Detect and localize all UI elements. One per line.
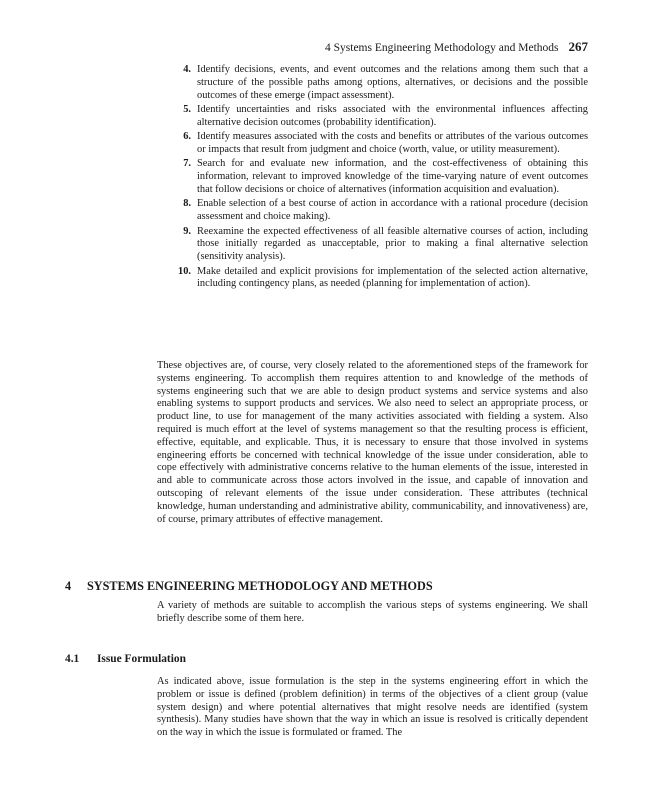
section-title: SYSTEMS ENGINEERING METHODOLOGY AND METHODS <box>87 579 433 593</box>
list-item-text: Identify uncertainties and risks associated with the environmental influences affecting alternative decision outcomes (probability identification). <box>197 103 588 128</box>
list-item <box>177 64 588 102</box>
list-item-number: 5. <box>183 103 191 115</box>
subsection-heading <box>65 653 186 665</box>
issue-formulation-paragraph: As indicated above, issue formulation is the step in the systems engineering effort in which the problem or issue is defined (problem definition) in terms of the objectives of a client group (value system design) and where potential alternatives that might resolve needs are identified (system synthesis). Many studies have shown that the way in which an issue is resolved is critically dependent on the way in which the issue is formulated or framed. The <box>157 676 588 739</box>
list-item-number: 6. <box>183 131 191 143</box>
list-item-text: Make detailed and explicit provisions for implementation of the selected action alternative, including contingency plans, as needed (planning for implementation of action). <box>197 265 588 290</box>
list-item <box>177 266 588 292</box>
objectives-paragraph: These objectives are, of course, very closely related to the aforementioned steps of the framework for systems engineering. To accomplish them requires attention to and knowledge of the methods of systems engineering such that we are able to design product systems and service systems and also enabling systems to support products and services. We also need to select an appropriate process, or product line, to use for management of the many activities associated with fielding a system. Also required is much effort at the level of systems management so that the resulting process is efficient, effective, equitable, and explicable. Thus, it is necessary to ensure that those involved in systems engineering efforts be concerned with technical knowledge of the issue under consideration, able to cope effectively with administrative concerns relative to the human elements of the issue, interested in and able to communicate across those actors involved in the issue, and capable of innovation and outscoping of relevant elements of the issue under consideration. These attributes (technical knowledge, human understanding and administrative ability, communicability, and innovativeness) are, of course, primary attributes of effective management. <box>157 360 588 525</box>
section-intro-paragraph: A variety of methods are suitable to accomplish the various steps of systems engineering. We shall briefly describe some of them here. <box>157 600 588 624</box>
list-item-number: 10. <box>178 265 191 277</box>
list-item <box>177 104 588 130</box>
list-item-number: 7. <box>183 158 191 170</box>
objectives-list <box>177 64 588 293</box>
subsection-number: 4.1 <box>65 653 80 665</box>
list-item-number: 8. <box>183 198 191 210</box>
running-header <box>325 39 588 55</box>
page-number: 267 <box>568 39 588 54</box>
list-item-text: Enable selection of a best course of action in accordance with a rational procedure (decision assessment and choice making). <box>197 198 588 223</box>
section-heading <box>65 579 433 594</box>
list-item-text: Identify decisions, events, and event outcomes and the relations among them such that a structure of the possible paths among options, alternatives, or decisions and the possible outcomes of these emerge (impact assessment). <box>197 64 588 101</box>
running-title: 4 Systems Engineering Methodology and Methods <box>325 42 559 54</box>
list-item-text: Reexamine the expected effectiveness of all feasible alternative courses of action, including those initially regarded as unacceptable, prior to making a final alternative selection (sensitivity analysis). <box>197 225 588 263</box>
list-item-number: 9. <box>183 225 191 237</box>
subsection-title: Issue Formulation <box>97 653 186 665</box>
list-item <box>177 198 588 224</box>
list-item-text: Identify measures associated with the costs and benefits or attributes of the various outcomes or impacts that result from judgment and choice (worth, value, or utility measurement). <box>197 131 588 155</box>
list-item <box>177 226 588 264</box>
section-number: 4 <box>65 579 72 593</box>
list-item-number: 4. <box>183 64 191 75</box>
list-item-text: Search for and evaluate new information, and the cost-effectiveness of obtaining this information, relevant to improved knowledge of the time-varying nature of event outcomes that follow decisions or choice of alternatives (information acquisition and evaluation). <box>197 158 588 195</box>
list-item <box>177 131 588 157</box>
list-item <box>177 158 588 196</box>
